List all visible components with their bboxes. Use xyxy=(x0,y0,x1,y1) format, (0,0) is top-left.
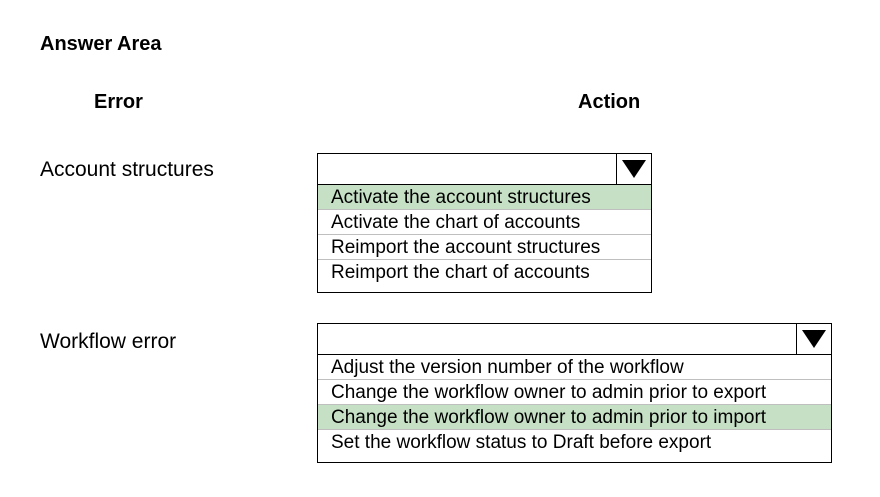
answer-area-title: Answer Area xyxy=(40,33,162,55)
action-column-header: Action xyxy=(578,91,641,113)
workflow-error-label: Workflow error xyxy=(40,330,177,353)
dropdown-option[interactable]: Reimport the account structures xyxy=(318,235,651,260)
dropdown-option[interactable]: Set the workflow status to Draft before export xyxy=(331,432,712,453)
dropdown-option-selected[interactable]: Change the workflow owner to admin prior to import xyxy=(318,405,831,430)
dropdown-toggle-button[interactable] xyxy=(796,324,831,354)
dropdown-selected-value[interactable] xyxy=(318,324,831,355)
dropdown-selected-value[interactable] xyxy=(318,154,651,185)
account-structures-label: Account structures xyxy=(40,158,214,181)
account-structures-dropdown[interactable] xyxy=(317,153,652,293)
error-column-header: Error xyxy=(94,91,143,113)
dropdown-option-selected[interactable]: Activate the account structures xyxy=(318,185,651,210)
workflow-error-dropdown[interactable] xyxy=(317,323,832,463)
dropdown-option[interactable]: Adjust the version number of the workflow xyxy=(318,355,831,380)
dropdown-option[interactable]: Reimport the chart of accounts xyxy=(331,262,590,283)
dropdown-option[interactable]: Change the workflow owner to admin prior to export xyxy=(318,380,831,405)
triangle-down-icon xyxy=(801,329,827,349)
dropdown-toggle-button[interactable] xyxy=(616,154,651,184)
triangle-down-icon xyxy=(621,159,647,179)
dropdown-option[interactable]: Activate the chart of accounts xyxy=(318,210,651,235)
